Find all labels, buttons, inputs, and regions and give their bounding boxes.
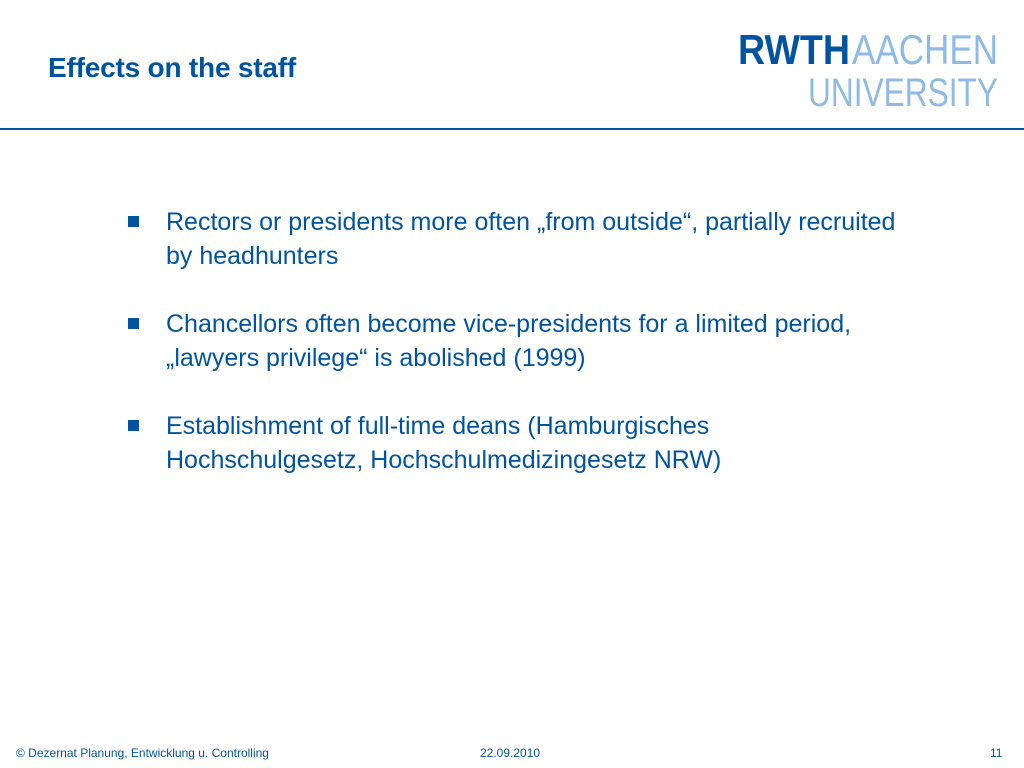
bullet-text: Chancellors often become vice-presidents for a limited period, „lawyers privilege“ is abolished (1999) [166, 310, 852, 372]
bullet-item [128, 205, 908, 273]
bullet-item [128, 409, 908, 477]
logo-aachen: AACHEN [852, 26, 998, 73]
university-logo [736, 26, 1000, 115]
square-bullet-icon [128, 318, 139, 329]
bullet-item [128, 307, 908, 375]
page-number: 11 [990, 746, 1003, 760]
bullet-text: Establishment of full-time deans (Hamburgisches Hochschulgesetz, Hochschulmedizingesetz NRW) [166, 412, 722, 474]
logo-rwth: RWTH [738, 26, 850, 73]
bullet-list [128, 205, 908, 511]
footer-date: 22.09.2010 [480, 746, 541, 760]
logo-university: UNIVERSITY [808, 71, 998, 115]
footer-copyright: © Dezernat Planung, Entwicklung u. Controlling [16, 746, 269, 760]
square-bullet-icon [128, 216, 139, 227]
slide-title: Effects on the staff [48, 52, 297, 83]
header-divider [0, 128, 1024, 130]
square-bullet-icon [128, 420, 139, 431]
bullet-text: Rectors or presidents more often „from outside“, partially recruited by headhunters [166, 208, 896, 270]
